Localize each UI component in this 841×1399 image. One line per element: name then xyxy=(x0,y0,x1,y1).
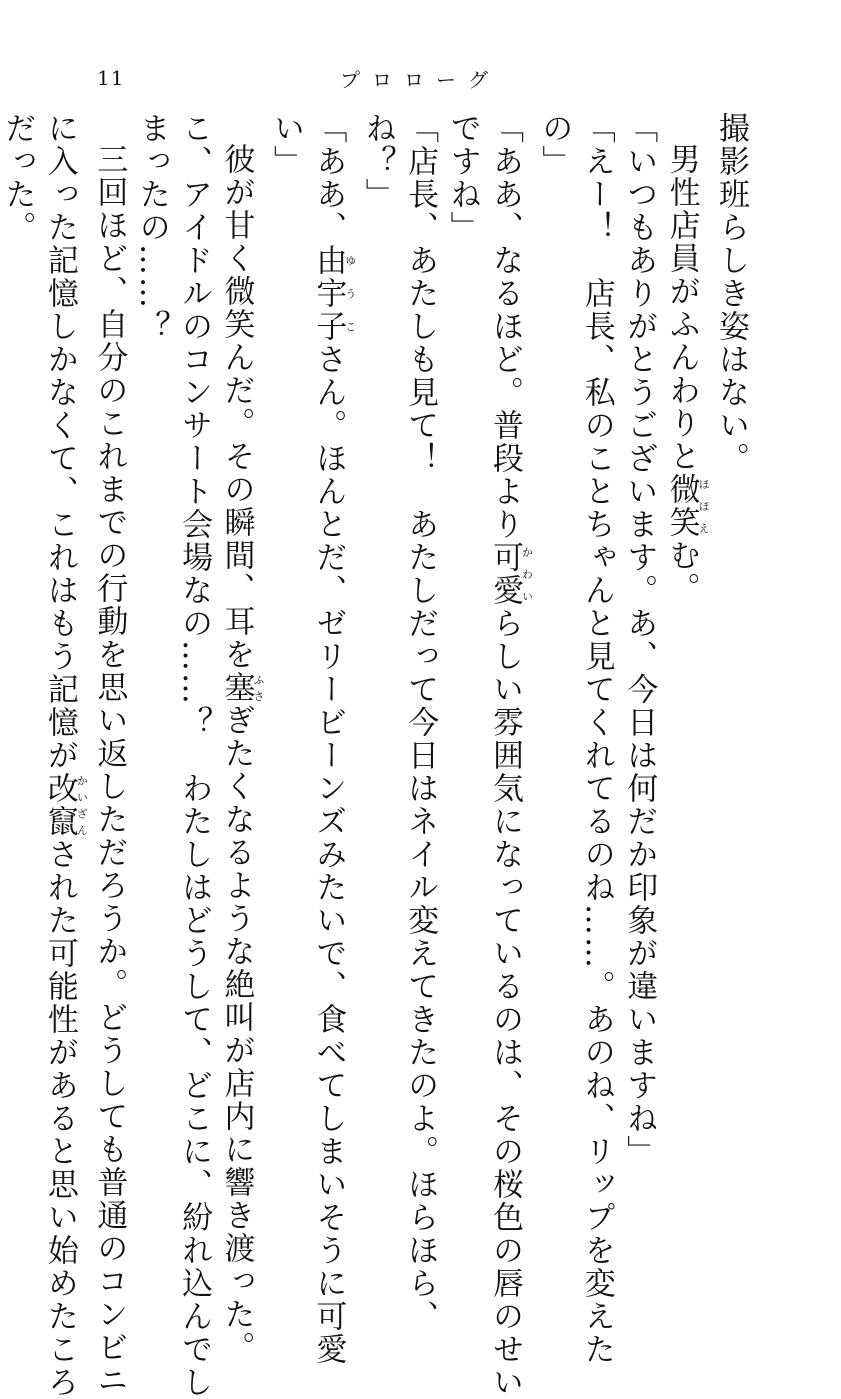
text-span: らしい雰囲気になっているのは、その桜色の唇のせい xyxy=(486,607,523,1399)
text-line xyxy=(39,112,89,1399)
ruby-annotation xyxy=(41,772,89,838)
text-line xyxy=(484,112,534,1399)
text-line: 三回ほど、自分のこれまでの行動を思い返しただろうか。どうしても普通のコンビニ xyxy=(91,143,128,1397)
ruby-annotation xyxy=(663,473,711,539)
text-span: さん。ほんとだ、ゼリービーンズみたいで、食べてしまいそうに可愛 xyxy=(310,343,347,1366)
body-text xyxy=(0,112,752,1399)
ruby-text: ほほえ xyxy=(697,473,711,539)
text-line: こ、アイドルのコンサート会場なの……？ わたしはどうして、どこに、紛れ込んでし xyxy=(176,112,213,1399)
text-line: ですね」 xyxy=(444,112,481,244)
text-line: 「えー！ 店長、私のことちゃんと見てくれてるのね……。あのね、リップを変えた xyxy=(578,112,615,1366)
ruby-base: 塞 xyxy=(218,671,255,704)
text-line: い」 xyxy=(267,112,304,178)
ruby-base: 微笑 xyxy=(663,473,700,539)
text-span: 「ああ、なるほど。普段より xyxy=(486,112,523,541)
page-number: 11 xyxy=(97,66,125,90)
chapter-title: プロローグ xyxy=(340,68,500,92)
text-span: 彼が甘く微笑んだ。その瞬間、耳を xyxy=(218,143,255,671)
text-line: まったの……？ xyxy=(133,112,170,343)
ruby-annotation xyxy=(218,671,266,704)
text-line xyxy=(215,143,266,1364)
text-line xyxy=(307,112,357,1366)
ruby-annotation xyxy=(486,541,534,607)
text-line: ね？」 xyxy=(359,112,396,211)
ruby-base: 改竄 xyxy=(41,772,78,838)
ruby-text: かいざん xyxy=(75,772,89,838)
ruby-text: かわい xyxy=(520,541,534,607)
ruby-text: ふさ xyxy=(252,671,266,704)
text-line: 「いつもありがとうございます。あ、今日は何だか印象が違いますね」 xyxy=(621,112,658,1168)
text-span: ぎたくなるような絶叫が店内に響き渡った。 xyxy=(218,704,255,1364)
text-line: 撮影班らしき姿はない。 xyxy=(713,112,749,475)
text-line: だった。 xyxy=(0,112,36,244)
text-line: の」 xyxy=(536,112,573,178)
text-span: 男性店員がふんわりと xyxy=(663,143,700,473)
text-span: む。 xyxy=(663,539,700,605)
text-line xyxy=(660,143,709,1112)
ruby-base: 可愛 xyxy=(486,541,523,607)
text-span: された可能性があると思い始めたころ xyxy=(41,838,78,1399)
text-line: 「店長、あたしも見て！ あたしだって今日はネイル変えてきたのよ。ほらほら、 xyxy=(402,112,439,1333)
ruby-base: 由宇子 xyxy=(310,244,347,343)
ruby-annotation xyxy=(310,244,357,343)
ruby-text: ゆうこ xyxy=(343,244,357,343)
text-span: に入った記憶しかなくて、これはもう記憶が xyxy=(41,112,78,772)
text-span: 「ああ、 xyxy=(310,112,347,244)
